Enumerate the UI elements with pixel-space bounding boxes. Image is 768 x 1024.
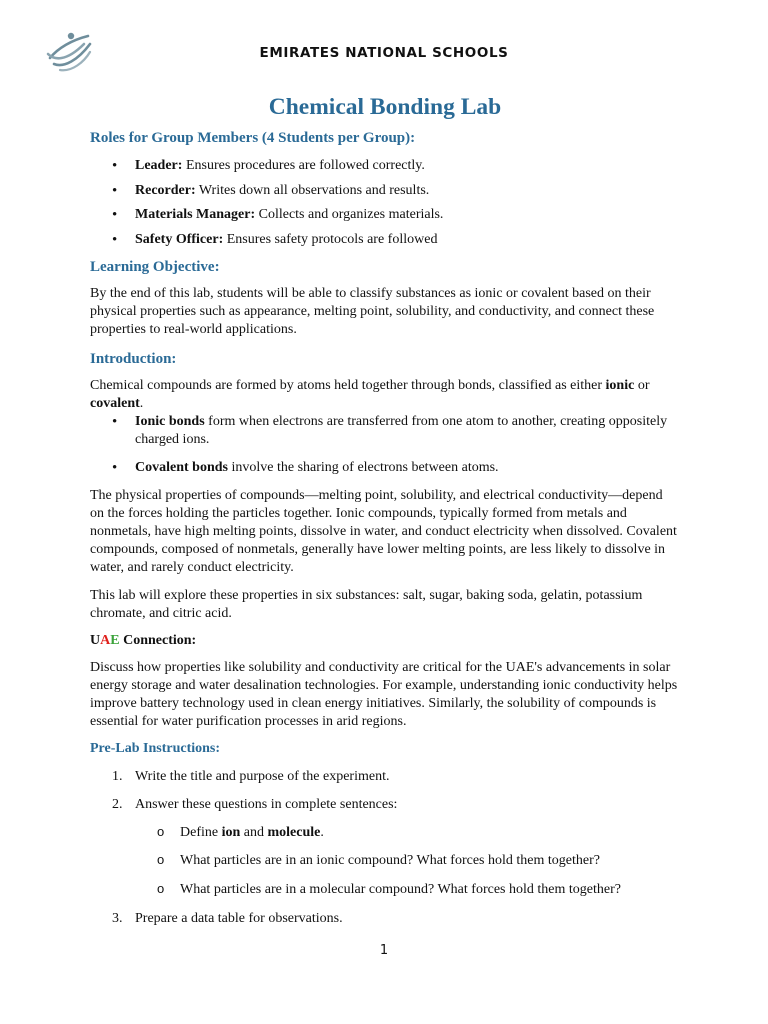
role-item-safety-officer: • Safety Officer: Ensures safety protocols are followed — [90, 231, 680, 249]
introduction-text: Chemical compounds are formed by atoms held together through bonds, classified as either ionic or covalent. — [90, 377, 650, 411]
properties-paragraph: The physical properties of compounds—melting point, solubility, and electrical conductivity—depend on the forces holding the particles together. Ionic compounds, typically formed from metals and nonmetals, have high melting points, dissolve in water, and conduct electricity when dissolved. Covalent compounds, composed of nonmetals, generally have lower melting points, are less likely to dissolve in water, and rarely conduct electricity. — [90, 487, 677, 575]
prelab-step-2: 2. Answer these questions in complete sentences: — [112, 796, 398, 812]
document-title: Chemical Bonding Lab — [268, 94, 502, 120]
prelab-questions — [90, 824, 680, 899]
prelab-step-3: 3. Prepare a data table for observations. — [112, 910, 343, 926]
page-number: 1 — [379, 943, 389, 958]
uae-connection-text: Discuss how properties like solubility and conductivity are critical for the UAE's advancements in solar energy storage and water desalination technologies. For example, understanding ionic conductivity helps improve battery technology used in clean energy initiatives. Similarly, the solubility of compounds is essential for water purification processes in arid regions. — [90, 659, 678, 729]
role-item-recorder: • Recorder: Writes down all observations and results. — [90, 182, 680, 200]
role-item-materials-manager: • Materials Manager: Collects and organizes materials. — [90, 206, 680, 224]
bond-item-covalent: • Covalent bonds involve the sharing of electrons between atoms. — [90, 459, 680, 477]
roles-list — [90, 157, 680, 249]
role-item-leader: • Leader: Ensures procedures are followed correctly. — [90, 157, 680, 175]
objective-text: By the end of this lab, students will be able to classify substances as ionic or covalent based on their physical properties such as appearance, melting point, solubility, and conductivity, and connect these properties to real-world applications. — [90, 285, 655, 337]
uae-connection-heading: UAE Connection: — [90, 632, 197, 648]
introduction-heading: Introduction: — [90, 350, 177, 367]
prelab-steps — [90, 768, 680, 814]
school-name: EMIRATES NATIONAL SCHOOLS — [259, 45, 509, 61]
objective-heading: Learning Objective: — [90, 258, 220, 275]
question-molecular-particles: o What particles are in a molecular compound? What forces hold them together? — [90, 881, 680, 899]
bond-item-ionic: • Ionic bonds form when electrons are transferred from one atom to another, creating oppositely charged ions. — [90, 413, 680, 449]
prelab-step-1: 1. Write the title and purpose of the experiment. — [112, 768, 390, 784]
prelab-heading: Pre-Lab Instructions: — [90, 740, 221, 756]
prelab-steps-continued — [90, 910, 680, 928]
substances-paragraph: This lab will explore these properties in six substances: salt, sugar, baking soda, gelatin, potassium chromate, and citric acid. — [90, 587, 643, 621]
bond-types-list — [90, 413, 680, 477]
roles-heading: Roles for Group Members (4 Students per Group): — [90, 130, 416, 146]
question-ionic-particles: o What particles are in an ionic compound? What forces hold them together? — [90, 852, 680, 870]
document-body — [90, 92, 680, 928]
question-define-terms: o Define ion and molecule. — [90, 824, 680, 842]
